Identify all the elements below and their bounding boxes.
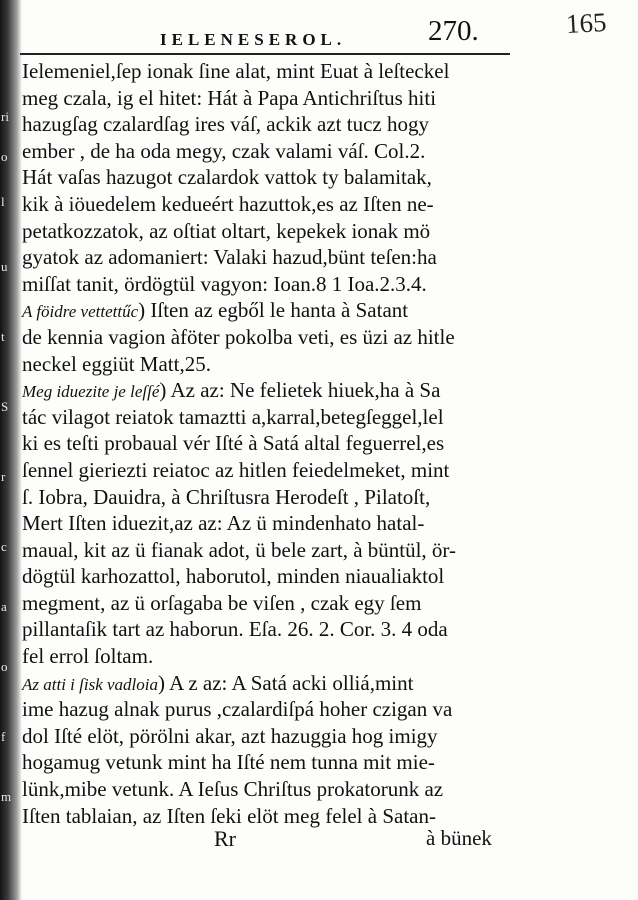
line-text: gyatok az adomaniert: Valaki hazud,bünt teſen:ha (22, 245, 437, 270)
text-line (22, 218, 502, 245)
text-line (22, 776, 502, 803)
scripture-reference: Az atti i ſisk vadloia (22, 674, 158, 694)
line-text: ) A z az: A Satá acki olliá,mint (158, 670, 414, 695)
text-line (22, 590, 502, 617)
text-line (22, 164, 502, 191)
gutter-fragment: o (1, 660, 8, 673)
text-line (22, 324, 502, 351)
text-line (22, 85, 502, 112)
scripture-reference: A föidre vettettűc (22, 302, 139, 322)
page-number: 270. (428, 15, 479, 47)
text-line (22, 457, 502, 484)
scripture-reference: Meg iduezite je leſſé (22, 382, 160, 402)
line-text: ) Iſten az egből le hanta à Satant (138, 298, 409, 323)
line-text: lünk,mibe vetunk. A Ieſus Chriſtus prokatorunk az (22, 777, 444, 802)
text-line (22, 351, 502, 378)
line-text: Ielemeniel,ſep ionak ſine alat, mint Euat à leſteckel (22, 59, 450, 83)
gutter-fragment: r (1, 470, 6, 483)
gutter-fragment: ri (1, 110, 9, 123)
line-text: megment, az ü orſagaba be viſen , czak egy ſem (22, 590, 422, 615)
line-text: pillantaſik tart az haborun. Eſa. 26. 2. Cor. 3. 4 oda (22, 617, 448, 642)
catchword: à bünek (426, 826, 492, 850)
line-text: miſſat tanit, ördögtül vagyon: Ioan.8 1 Ioa.2.3.4. (22, 271, 427, 296)
binding-gutter (0, 0, 22, 900)
line-text: neckel eggiüt Matt,25. (22, 351, 211, 376)
text-line (22, 510, 502, 537)
gutter-fragment: t (1, 330, 5, 343)
text-line (22, 749, 502, 776)
line-text: ember , de ha oda megy, czak valami váſ. Col.2. (22, 138, 426, 163)
text-line (22, 430, 502, 457)
handwritten-folio-number: 165 (565, 6, 608, 40)
gutter-fragment: u (1, 260, 8, 273)
text-line (22, 191, 502, 218)
text-line (22, 138, 502, 165)
line-text: fel errol ſoltam. (22, 644, 154, 669)
running-title: IELENESEROL. (160, 30, 347, 49)
text-line (22, 58, 502, 85)
line-text: ſennel gieriezti reiatoc az hitlen feiedelmeket, mint (22, 457, 450, 482)
text-line (22, 484, 502, 511)
header-rule (20, 53, 510, 55)
line-text: Mert Iſten iduezit,az az: Az ü mindenhato hatal- (22, 511, 425, 536)
gutter-fragment: o (1, 150, 8, 163)
text-line (22, 537, 502, 564)
line-text: tác vilagot reiatok tamaztti a,karral,betegſeggel,lel (22, 404, 444, 429)
line-text: ſ. Iobra, Dauidra, à Chriſtusra Herodeſt , Pilatoſt, (22, 484, 431, 509)
text-line (22, 616, 502, 643)
line-text: ime hazug alnak purus ,czalardiſpá hoher czigan va (22, 697, 453, 722)
line-text: Hát vaſas hazugot czalardok vattok ty balamitak, (22, 165, 432, 190)
gutter-fragment: a (1, 600, 7, 613)
line-text: maual, kit az ü fianak adot, ü bele zart, à büntül, ör- (22, 537, 456, 562)
gutter-fragment: m (1, 790, 12, 803)
gutter-fragment: f (1, 730, 6, 743)
line-text: Iſten tablaian, az Iſten ſeki elöt meg felel à Satan- (22, 803, 436, 828)
gutter-fragment: l (1, 195, 5, 208)
body-text (22, 58, 502, 829)
text-line (22, 377, 502, 404)
text-line (22, 404, 502, 431)
line-text: kik à iöuedelem kedueért hazuttok,es az Iſten ne- (22, 191, 434, 216)
text-line (22, 297, 502, 324)
line-text: dol Iſté elöt, pörölni akar, azt hazuggia hog imigy (22, 723, 438, 748)
text-line (22, 643, 502, 670)
text-line (22, 271, 502, 298)
text-line (22, 563, 502, 590)
signature-mark: Rr (214, 826, 236, 851)
line-text: hazugſag czalardſag ires váſ, ackik azt tucz hogy (22, 112, 429, 137)
text-line (22, 244, 502, 271)
line-text: ki es teſti probaual vér Iſté à Satá altal feguerrel,es (22, 431, 445, 456)
line-text: petatkozzatok, az oſtiat oltart, kepekek ionak mö (22, 218, 431, 243)
line-text: meg czala, ig el hitet: Hát à Papa Antichriſtus hiti (22, 85, 437, 110)
text-line (22, 670, 502, 697)
gutter-fragment: c (1, 540, 7, 553)
text-line (22, 723, 502, 750)
line-text: de kennia vagion àföter pokolba veti, es üzi az hitle (22, 324, 455, 349)
gutter-fragment: S (1, 400, 9, 413)
text-line (22, 111, 502, 138)
line-text: dögtül karhozattol, haborutol, minden niaualiaktol (22, 564, 445, 589)
line-text: ) Az az: Ne felietek hiuek,ha à Sa (159, 378, 441, 403)
text-line (22, 696, 502, 723)
line-text: hogamug vetunk mint ha Iſté nem tunna mit mie- (22, 750, 435, 775)
